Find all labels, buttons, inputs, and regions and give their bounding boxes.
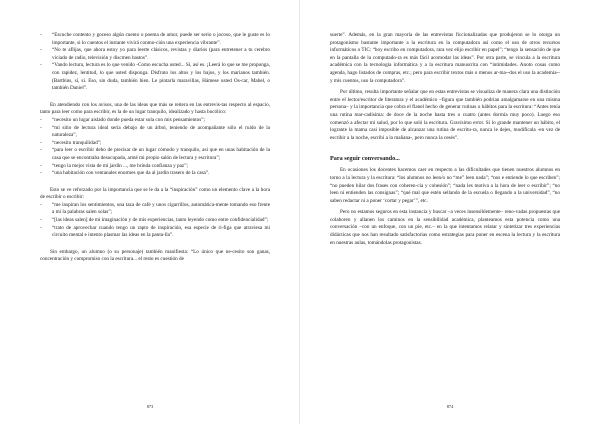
- page-number: 874: [446, 404, 454, 409]
- list-item: - “mi sitio de lectura ideal sería debajo de un árbol, teniendo de acompañante sólo el ruido de la naturaleza”,: [40, 124, 270, 139]
- place-bullet-list: [40, 117, 270, 178]
- list-item: - “No te aflijas, que ahora estoy yo para leerte clásicos, revistas y diarios (para entretener a tu cerebro viciado de radio, televisión y discmen bastos”.: [40, 47, 270, 61]
- inspiration-bullet-list: [40, 202, 270, 240]
- quote-bullet-list: [40, 32, 270, 93]
- paragraph-inspiration: Esto se ve reforzado por la importancia que se le da a la “inspiración” como un elemento clave a la hora de escribir o escribir:: [40, 186, 270, 201]
- list-item: - “[las ideas salen] de mi imaginación y de mis experiencias, tanto leyendo como entre confidencialidad”;: [40, 217, 269, 224]
- paragraph-closing: Sin embargo, un alumno (o su personaje) también manifiesta: “Lo único que ne-cesito son ganas, concentración y compromiso con la escritura... el resto es cuestión de: [40, 248, 270, 263]
- list-item: - “Escuche contento y goceso algún cuento o poema de amor, puede ser serio o jocoso, que le guste es lo importante, si lo cuentos el instante vivirá conmo-ción una experiencia vibrante”.: [40, 32, 270, 46]
- section-heading: Para seguir conversando...: [330, 155, 400, 163]
- paragraph-proposals: Pero no estamos seguros en esta instancia y buscar –a veces insensiblemente– reno-vadas propuestas que colaboren y allanen los caminos en la sensibilidad académica, planteamos esta potencia como una conversación –con un enfoque, con un pie, etc.– en la que intentamos relatar y sintetizar tres experiencias didácticas que nos han resultado satisfactorias como estrategias para poner en escena la lectura y la escritura en nuestras aulas, tomándolas protagonistas.: [330, 209, 560, 246]
- list-item: - “necesito un lugar aislado donde pueda estar sola con mis pensamientos”;: [40, 116, 205, 123]
- paragraph-settings: En atendiendo con los avisos, una de las ideas que más se reitera en las entrevis-tas respecto al espacio, tanto para leer como para escribir, es la de un lugar tranquilo, idealizado y hasta bucólico:: [40, 101, 270, 116]
- page-number: 873: [146, 404, 154, 409]
- list-item: - “me inspiran los sentimientos, una taza de café y unos cigarrillos, automática-mente tomando eso frente a mi la palabras salen solas”;: [40, 201, 270, 216]
- list-item: - “tengo la mejor vista de mi jardín ..., me brinda confianza y paz”;: [40, 162, 188, 169]
- list-item: - “trato de aprovechar cuando tengo un rapto de inspiración, esa especie de ri-figa que atraviesa mi circuito mental e intento plasmar las ideas en la panta-lla”.: [40, 224, 270, 239]
- list-item: - “para leer o escribir debo de precisar de un lugar cómodo y tranquilo, así que en unas habitación de la casa que se encontraba desocupada, armé mi propio salón de lectura y escritura”;: [40, 147, 270, 161]
- paragraph-conclusion: Por último, resulta importante señalar que en estas entrevistas se visualiza de manera clara una distinción entre el lector/escritor de literatura y el académico –figura que también podrían amalgamarse en una misma persona– y la importancia que cobra el flanel hecho de generar rutinas o hábitos para la escritura: “Antes tenía una rutina mar-cadísima: de doce de la noche hasta tres o cuatro (antes dormía muy poco). Luego eso comenzó a afectar mi salud, por lo que soló la escritura. Gravísimo error. Sí lo grande mantener un hábito, el logrante la mama casi imposible de alcanzar una rutina de escritu-ra, nunca le dejes, modificala -en vez de escribir a la noche, escribí a la mañana-, pero nunca la cesés”.: [330, 89, 560, 141]
- list-item: - “necesito tranquilidad”;: [40, 139, 102, 146]
- right-page: [300, 0, 600, 424]
- paragraph-continuation: suerte”. Además, en la gran mayoría de las entrevistas ficcionalizadas que produjeron se lo otorga un protagonismo bastante importante a la escritura en la computadora así como el uso de otros recursos informáticos o TIC: “hoy escribo en computadora, rara vez elijo escribir en papel”; “tengo la sensación de que en la pantalla de la computado-ra es más fácil acomodar las ideas”. Por otra parte, se vincula a la escritura académica con la tecnología informática y a la escritura manuscrita con “intimidades. Anoto cosas como agenda, hago listados de compras, etc.; pero para escribir textos más o menos ar-ma--dos el uso la academia-- y mis cuentos, uso la computadora”.: [330, 32, 560, 84]
- paragraph-difficulties: En ocasiones los docentes hacemos caer en respecto a las dificultades que tienen nuestros alumnos en torno a la lectura y la escritura: “los alumnos no leen/o no “me” leen nada”; “nos e entiende lo que escriben”; “no pueden hilar dos frases con coheren-cia y cohesión”; “nada les motiva a la hora de leer o escribir”; “no leen ni entienden las consignas”; “qué mal que estén sellando de la escuela o llegando a la universidad”, “no saben redactar ni a poner ‘cortar y pegar’”, etc.: [330, 167, 560, 204]
- list-item: - “una habitación con ventanales enormes que da al jardín trasero de la casa”.: [40, 170, 210, 177]
- list-item: - “Vando lectura, lectura es lo que venido -Como escucha usted... Sí, así es. ¡Leerá lo que se me proponga, con rapidez, lentitud, lo que usted disponga. Disfruto los altos y los bajos, y los marianos también. (Bartbins, sí, sí. Eso, sin duda, también bien. Le pintarla maravillas, Hámese usted Os-car, Mabel, o también Daniel”.: [40, 62, 270, 92]
